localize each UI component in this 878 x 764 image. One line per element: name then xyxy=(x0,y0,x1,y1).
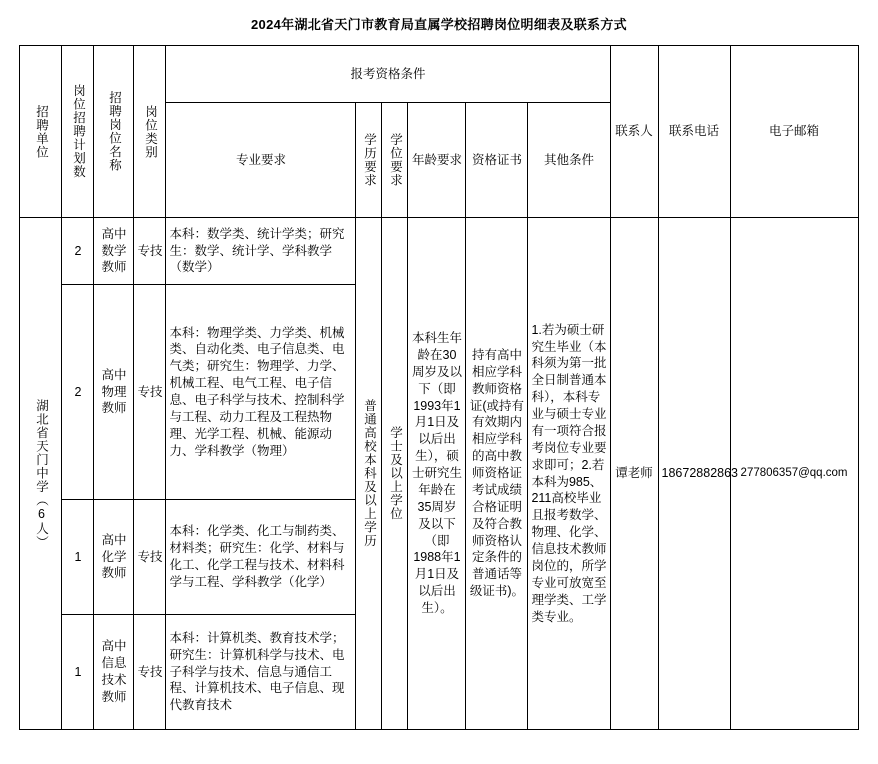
cell-major: 本科：数学类、统计学类；研究生：数学、统计学、学科教学（数学） xyxy=(166,218,356,285)
cell-certificate: 持有高中相应学科教师资格证(或持有有效期内相应学科的高中教师资格证考试成绩合格证明及符合教师资格认定条件的普通话等级证书)。 xyxy=(466,218,528,730)
header-plan-count: 岗位招聘计划数 xyxy=(62,46,94,218)
cell-major: 本科：化学类、化工与制药类、材料类；研究生：化学、材料与化工、化学工程与技术、材料科学与工程、学科教学（化学） xyxy=(166,500,356,615)
cell-post-category: 专技 xyxy=(134,615,166,730)
header-education: 学历要求 xyxy=(356,103,382,218)
header-contact-person: 联系人 xyxy=(610,46,658,218)
cell-post-category: 专技 xyxy=(134,218,166,285)
cell-other: 1.若为硕士研究生毕业（本科须为第一批全日制普通本科），本科专业与硕士专业有一项符合报考岗位专业要求即可；2.若本科为985、211高校毕业且报考数学、物理、化学、信息技术教师岗位的，所学专业可放宽至理学类、工学类专业。 xyxy=(528,218,610,730)
cell-plan-count: 1 xyxy=(62,500,94,615)
cell-age: 本科生年龄在30周岁及以下（即1993年1月1日及以后出生），硕士研究生年龄在35周岁及以下（即1988年1月1日及以后出生）。 xyxy=(408,218,466,730)
header-post-category: 岗位类别 xyxy=(134,46,166,218)
cell-email: 277806357@qq.com xyxy=(730,218,858,730)
table-row xyxy=(20,218,858,285)
cell-post-category: 专技 xyxy=(134,500,166,615)
header-contact-phone: 联系电话 xyxy=(658,46,730,218)
cell-degree: 学士及以上学位 xyxy=(382,218,408,730)
cell-plan-count: 1 xyxy=(62,615,94,730)
cell-major: 本科：物理学类、力学类、机械类、自动化类、电子信息类、电气类；研究生：物理学、力学、机械工程、电气工程、电子信息、电子科学与技术、控制科学与工程、动力工程及工程热物理、光学工程、机械、能源动力、学科教学（物理） xyxy=(166,285,356,500)
cell-major: 本科：计算机类、教育技术学；研究生：计算机科学与技术、电子科学与技术、信息与通信工程、计算机技术、电子信息、现代教育技术 xyxy=(166,615,356,730)
cell-plan-count: 2 xyxy=(62,218,94,285)
cell-post-name: 高中物理教师 xyxy=(94,285,134,500)
cell-post-name: 高中化学教师 xyxy=(94,500,134,615)
header-age: 年龄要求 xyxy=(408,103,466,218)
page-title: 2024年湖北省天门市教育局直属学校招聘岗位明细表及联系方式 xyxy=(251,17,627,32)
header-major: 专业要求 xyxy=(166,103,356,218)
cell-unit: 湖北省天门中学（6人） xyxy=(20,218,62,730)
cell-plan-count: 2 xyxy=(62,285,94,500)
header-certificate: 资格证书 xyxy=(466,103,528,218)
recruitment-table xyxy=(19,45,858,730)
cell-post-category: 专技 xyxy=(134,285,166,500)
cell-education: 普通高校本科及以上学历 xyxy=(356,218,382,730)
cell-post-name: 高中信息技术教师 xyxy=(94,615,134,730)
table-header-row-1 xyxy=(20,46,858,103)
header-other: 其他条件 xyxy=(528,103,610,218)
header-post-name: 招聘岗位名称 xyxy=(94,46,134,218)
cell-contact-phone: 18672882863 xyxy=(658,218,730,730)
cell-contact-person: 谭老师 xyxy=(610,218,658,730)
header-degree: 学位要求 xyxy=(382,103,408,218)
header-qualification-group: 报考资格条件 xyxy=(166,46,610,103)
header-unit: 招聘单位 xyxy=(20,46,62,218)
header-email: 电子邮箱 xyxy=(730,46,858,218)
cell-post-name: 高中数学教师 xyxy=(94,218,134,285)
